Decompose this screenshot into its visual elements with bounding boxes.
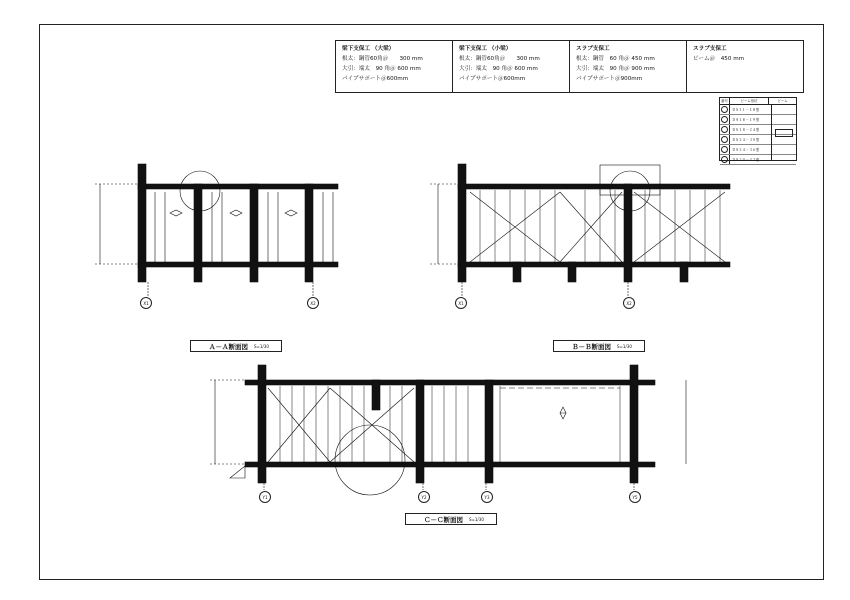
spec-line: 根太：鋼管60角＠ 300 mm	[459, 56, 540, 62]
spec-title: 梁下支保工 （小梁）	[459, 46, 512, 52]
grid-label: Y2	[418, 491, 430, 503]
section-title-text: Ｂ－Ｂ断面図	[572, 342, 611, 351]
section-scale: S=1/30	[469, 516, 484, 522]
grid-label: Y3	[481, 491, 493, 503]
section-cc-drawing	[210, 365, 686, 495]
grid-label: Y5	[629, 491, 641, 503]
grid-label: X1	[140, 297, 152, 309]
legend-label: ＤＳ２４－３６型	[732, 148, 760, 152]
grid-label: X2	[623, 297, 635, 309]
section-title-aa	[190, 340, 282, 352]
legend-label: ＤＳ１８－１９型	[732, 118, 760, 122]
legend-header-cell: ビーム	[777, 99, 788, 103]
section-title-text: Ａ－Ａ断面図	[209, 342, 248, 351]
legend-label: ＤＳ１８－２４型	[732, 128, 760, 132]
spec-line: 大引：端太 90 角＠ 600 mm	[459, 66, 538, 72]
spec-title: 梁下支保工 （大梁）	[342, 46, 395, 52]
spec-line: パイプサポート＠600mm	[459, 76, 526, 82]
grid-label: X1	[455, 297, 467, 309]
spec-line: パイプサポート＠900mm	[576, 76, 643, 82]
grid-label: X2	[307, 297, 319, 309]
spec-line: 大引：端太 90 角＠ 900 mm	[576, 66, 655, 72]
legend-label: ＤＳ２４－３０型	[732, 138, 760, 142]
section-scale: S=1/30	[617, 343, 632, 349]
section-title-text: Ｃ－Ｃ断面図	[424, 515, 463, 524]
spec-title: スラブ支保工	[693, 46, 727, 52]
grid-label: Y1	[259, 491, 271, 503]
spec-line: パイプサポート＠600mm	[342, 76, 409, 82]
spec-line: 根太：鋼管 60 角＠ 450 mm	[576, 56, 655, 62]
spec-line: 大引：端太 90 角＠ 600 mm	[342, 66, 421, 72]
section-title-bb	[553, 340, 645, 352]
section-bb-drawing	[430, 164, 730, 296]
spec-line: 根太：鋼管60角＠ 300 mm	[342, 56, 423, 62]
section-scale: S=1/30	[254, 343, 269, 349]
legend-label: ＤＳ１１－１８型	[732, 108, 760, 112]
spec-title: スラブ支保工	[576, 46, 610, 52]
legend-label: ＤＳ３０－４２型	[732, 158, 760, 162]
spec-line: ビーム＠ 450 mm	[693, 56, 745, 62]
legend-header-cell: 番号	[720, 98, 730, 104]
legend-header-cell: ビーム形状	[730, 98, 769, 104]
section-aa-drawing	[95, 164, 338, 296]
section-title-cc	[405, 513, 497, 525]
